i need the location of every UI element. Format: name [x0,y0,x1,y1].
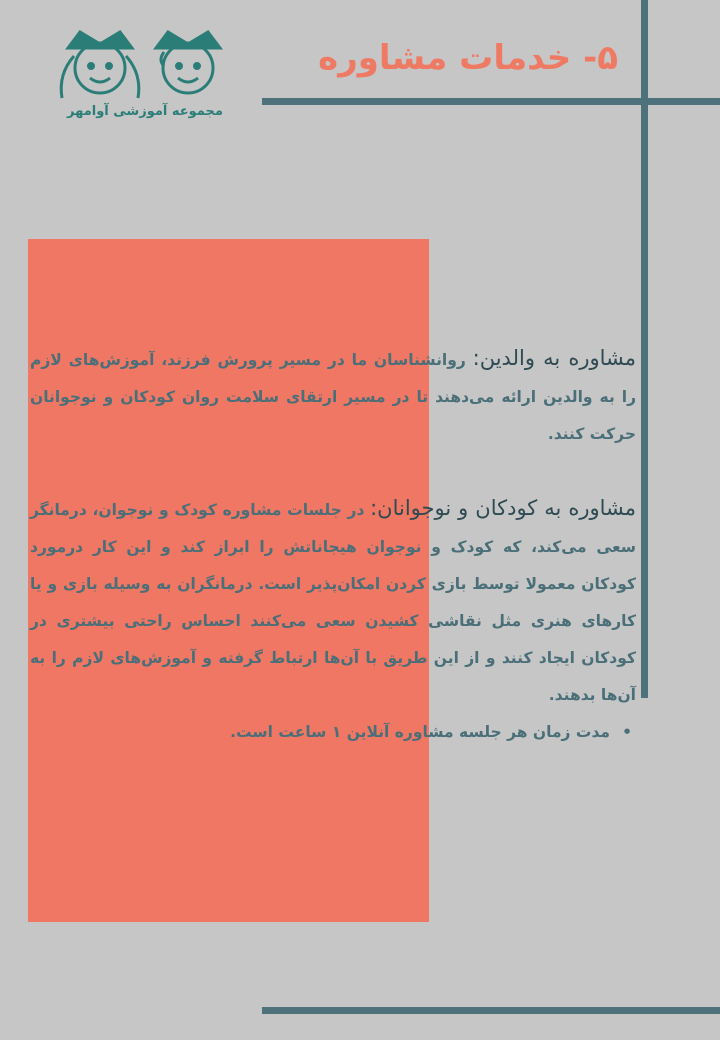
parent-counseling-paragraph [30,340,636,453]
header-underline [262,98,720,105]
logo-caption: مجموعه آموزشی آوامهر [67,104,223,119]
services-content [30,340,636,751]
child-counseling-body: در جلسات مشاوره کودک و نوجوان، درمانگر سعی می‌کند، که کودک و نوجوان هیجاناتش را ابراز کند و این کار درمورد کودکان معمولا توسط بازی کردن امکان‌پذیر است. درمانگران به وسیله بازی و یا کارهای هنری مثل نقاشی کشیدن سعی می‌کنند احساس راحتی بیشتری در کودکان ایجاد کنند و از این طریق با آن‌ها ارتباط گرفته و آموزش‌های لازم را به آن‌ها بدهند. [30,501,636,704]
child-counseling-paragraph [30,490,636,714]
bullet-dot-icon: • [622,723,632,741]
parent-counseling-heading: مشاوره به والدین: [472,346,636,370]
session-duration-text: مدت زمان هر جلسه مشاوره آنلاین ۱ ساعت است. [230,723,610,741]
session-duration-bullet [30,714,636,751]
child-counseling-heading: مشاوره به کودکان و نوجوانان: [370,496,636,520]
parent-counseling-body: روانشناسان ما در مسیر پرورش فرزند، آموزش‌های لازم را به والدین ارائه می‌دهند تا در مسیر ارتقای سلامت روان کودکان و نوجوانان حرکت کنند. [30,351,636,443]
page-title: ۵- خدمات مشاوره [318,38,618,78]
avamehr-logo [40,26,240,136]
paragraph-spacer [30,453,636,490]
footer-rule [262,1007,720,1014]
two-children-faces-icon [40,26,240,106]
